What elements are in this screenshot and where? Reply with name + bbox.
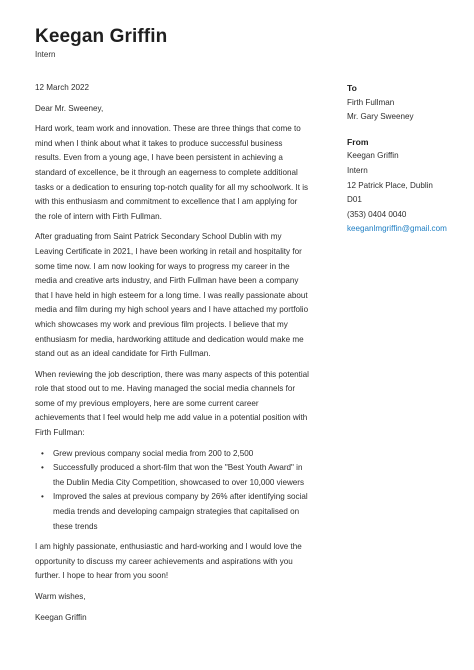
- sign-off: Warm wishes,: [35, 592, 86, 601]
- sender-name: Keegan Griffin: [347, 151, 399, 161]
- letter-paragraph: When reviewing the job description, there was many aspects of this potential role that stood out to me. Having managed the social media channels for some of my previous employers, here are some current career achievements that I feel would help me add value in a potential position with Firth Fullman:: [35, 369, 309, 438]
- sender-block: [347, 135, 467, 237]
- achievement-item: • Grew previous company social media from 200 to 2,500: [35, 447, 309, 462]
- letter-paragraph: Hard work, team work and innovation. These are three things that come to mind when I think about what it takes to produce successful business results. Even from a young age, I have been persistent in achieving a standard of excellence, be it through an eagerness to complete additional tasks or a dedication to ensuring top-notch quality for all my schoolwork. It is with this enthusiasm and commitment to excellence that I am applying for the role of intern with Firth Fullman.: [35, 124, 309, 221]
- achievement-item: • Successfully produced a short-film that won the "Best Youth Award" in the Dublin Media City Competition, showcased to over 10,000 viewers: [35, 461, 309, 490]
- achievement-item: • Improved the sales at previous company by 26% after identifying social media trends and developing campaign strategies that capitalised on these trends: [35, 490, 309, 534]
- achievements-list: [35, 447, 309, 535]
- letter-header: [35, 26, 167, 59]
- sender-address-line-1: 12 Patrick Place, Dublin: [347, 180, 433, 190]
- recipient-person: Mr. Gary Sweeney: [347, 112, 414, 122]
- sender-phone: (353) 0404 0040: [347, 209, 407, 219]
- letter-body: [35, 81, 309, 631]
- from-heading: From: [347, 136, 369, 147]
- applicant-name: Keegan Griffin: [35, 26, 168, 47]
- letter-date: 12 March 2022: [35, 83, 89, 92]
- recipient-company: Firth Fullman: [347, 97, 395, 107]
- signature: Keegan Griffin: [35, 612, 87, 622]
- applicant-role: Intern: [35, 50, 56, 59]
- recipient-block: [347, 81, 467, 125]
- letter-paragraph: After graduating from Saint Patrick Secondary School Dublin with my Leaving Certificate in 2021, I have been working in retail and hospitality for some time now. I am now looking for ways to progress my career in the media and creative arts industry, and Firth Fullman have been a company that I have held in high esteem for a long time. I was really passionate about media and film during my high school years and I have attached my portfolio which showcases my work and previous film projects. I believe that my enthusiasm for media, hardworking attitude and dedication would make me stand out as an ideal candidate for Firth Fullman.: [35, 232, 309, 359]
- letter-greeting: Dear Mr. Sweeney,: [35, 103, 104, 113]
- to-heading: To: [347, 83, 357, 93]
- closing-paragraph: I am highly passionate, enthusiastic and hard-working and I would love the opportunity to discuss my career achievements and aspirations with you further. I hope to hear from you soon!: [35, 542, 302, 581]
- sender-role: Intern: [347, 165, 368, 175]
- sender-email-link[interactable]: keeganlmgriffin@gmail.com: [347, 224, 447, 234]
- sender-address-line-2: D01: [347, 195, 362, 205]
- sidebar: [347, 81, 467, 247]
